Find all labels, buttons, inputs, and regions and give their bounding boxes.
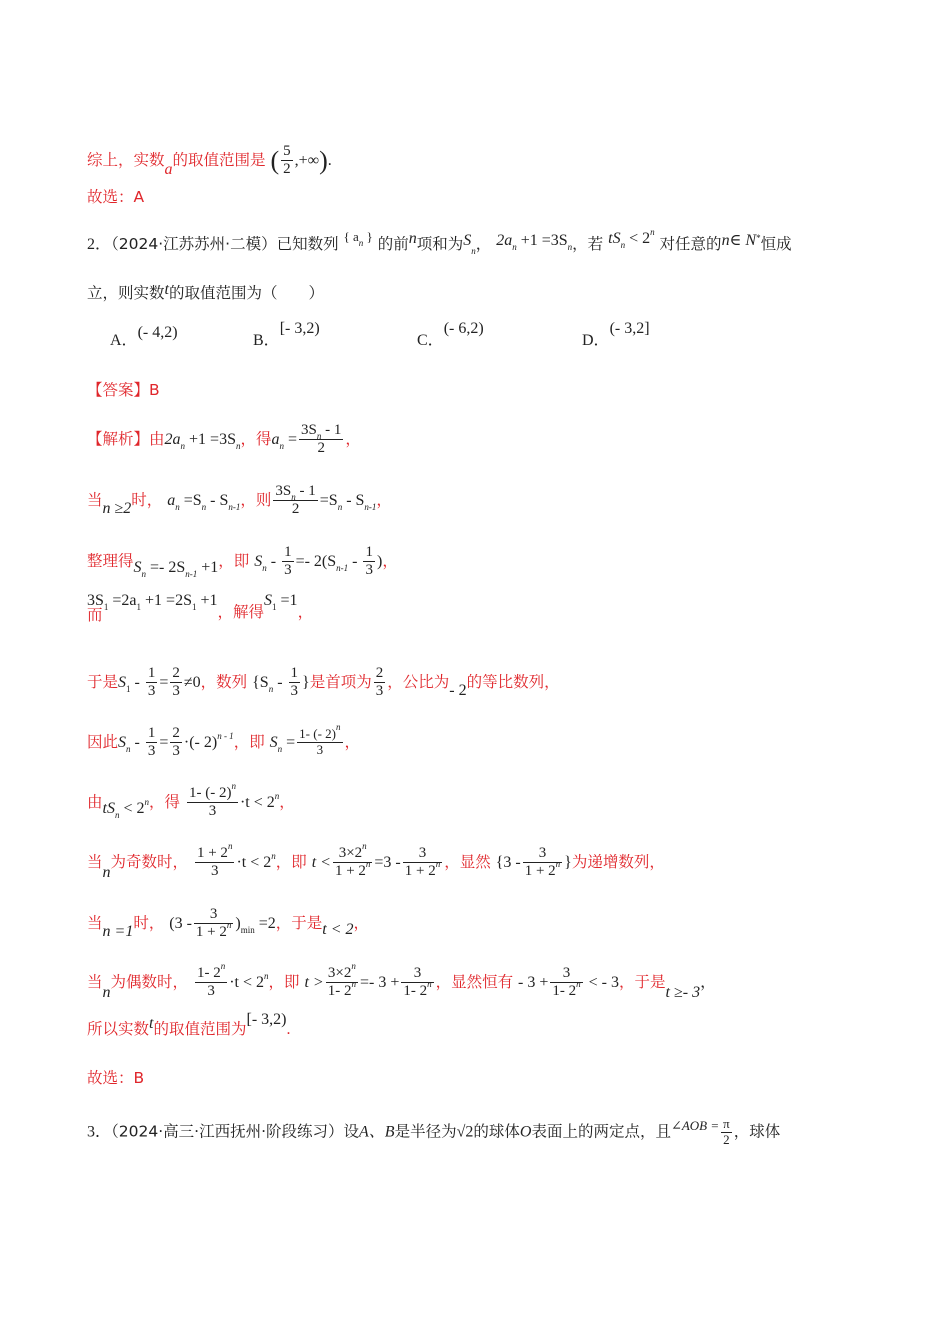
q2-analysis-step5: 于是$S_1$ - $\frac{1}{3}$ = $\frac{2}{3}$ ≠0，数列 {$S_n$ - $\frac{1}{3}$ }是首项为 $\frac{2}{3}$ ，公比为- 2的等比数列，	[87, 665, 560, 700]
option-label: A．	[110, 332, 138, 349]
q2-analysis-step4-er: 而	[87, 606, 103, 624]
q2-analysis-step11: 所以实数t的取值范围为[- 3,2).	[87, 1011, 291, 1038]
option-value: (- 4,2)	[137, 324, 178, 341]
q2-option-d	[582, 320, 650, 349]
q2-option-a	[110, 324, 178, 349]
q1-choice: 故选：A	[87, 188, 145, 206]
q1-range-rest: ,+∞	[294, 151, 320, 169]
option-value: (- 3,2]	[609, 320, 650, 337]
q2-stem-line2: 立，则实数t的取值范围为（ ）	[87, 281, 324, 302]
q3-stem: 3．（2024·高三·江西抚州·阶段练习）设A、B是半径为√2的球体O表面上的两定点，且$^{\angle AOB =}$ $\frac{\pi}{2}$ ，球体	[87, 1116, 781, 1147]
q2-number: 2．	[87, 236, 112, 253]
q2-analysis-step9: 当n =1时， (3 - $\frac{3}{1 + 2^n}$ )$_{min} =2$，于是t < 2，	[87, 906, 370, 941]
q2-answer: 【答案】B	[87, 381, 160, 399]
option-value: [- 3,2)	[279, 320, 320, 337]
q2-option-c	[417, 320, 484, 349]
q2-analysis-step6: 因此$S_n$ - $\frac{1}{3}$ = $\frac{2}{3}$ ·(- 2)$^{n - 1}$，即 $S_n$ = $\frac{1- (- 2)^n}{3}$ ，	[87, 722, 361, 760]
q2-option-b	[253, 320, 320, 349]
q1-range-fraction: $\frac{5}{2}$	[283, 143, 291, 178]
option-label: C．	[417, 332, 444, 349]
q2-analysis-step7: 由$tS_n < 2^n$，得 $\frac{1- (- 2)^n}{3}$ $\cdot t < 2^n$，	[87, 781, 295, 820]
option-label: D．	[582, 332, 610, 349]
q2-analysis-step2: 当n ≥2时， $a_n =S_n - S_{n-1}$，则 $\frac{3S_n - 1}{2}$ $=S_n - S_{n-1}$，	[87, 483, 392, 518]
q2-analysis-step8: 当n为奇数时， $\frac{1 + 2^n}{3}$ $\cdot t < 2^n$，即 t < $\frac{3\times 2^n}{1 + 2^n}$ =3 - $\frac{3}{1 + 2^n}$ ，显然 {3 - $\frac{3}{1 + 2^n}$ }为递增数列，	[87, 841, 665, 881]
q1-conclusion-text: 综上，实数	[87, 150, 165, 169]
q3-number: 3．	[87, 1123, 112, 1141]
option-label: B．	[253, 332, 280, 349]
q1-var-a: a	[164, 160, 173, 178]
q1-conclusion-text-b: 的取值范围是	[172, 150, 266, 169]
q1-conclusion: 综上，实数a的取值范围是 ( $\frac{5}{2}$ ,+∞).	[87, 143, 332, 178]
q2-stem-line1: 2．（2024·江苏苏州·二模）已知数列 $^{\{ a_n \}}$ 的前n项和为$S_n$， $2a_n +1 =3S_n$，若 $tS_n < 2^n$ 对任意的n∈ N*恒成	[87, 227, 792, 256]
option-value: (- 6,2)	[443, 320, 484, 337]
q2-choice: 故选：B	[87, 1069, 145, 1087]
q2-source: （2024·江苏苏州·二模）已知数列	[111, 235, 339, 253]
q2-analysis-step3: 整理得$S_n =- 2S_{n-1} +1$，即 $S_n$ - $\frac{1}{3}$ =- $2(S_{n-1}$ - $\frac{1}{3}$ )，	[87, 544, 398, 579]
q2-analysis-step1: 【解析】由$2a_n +1 =3S_n$，得$a_n$ = $\frac{3S_n - 1}{2}$ ，	[87, 422, 361, 457]
q2-analysis-step10: 当n为偶数时， $\frac{1- 2^n}{3}$ $\cdot t < 2^n$，即 t > $\frac{3\times 2^n}{1- 2^n}$ =- 3 + $\frac{3}{1- 2^n}$ ，显然恒有 - 3 + $\frac{3}{1- 2^n}$ < - 3，于是t ≥- 3，	[87, 961, 717, 1001]
q2-analysis-step4: $3S_1 =2a_1 +1 =2S_1 +1$，解得$S_1 =1$，	[87, 592, 314, 621]
